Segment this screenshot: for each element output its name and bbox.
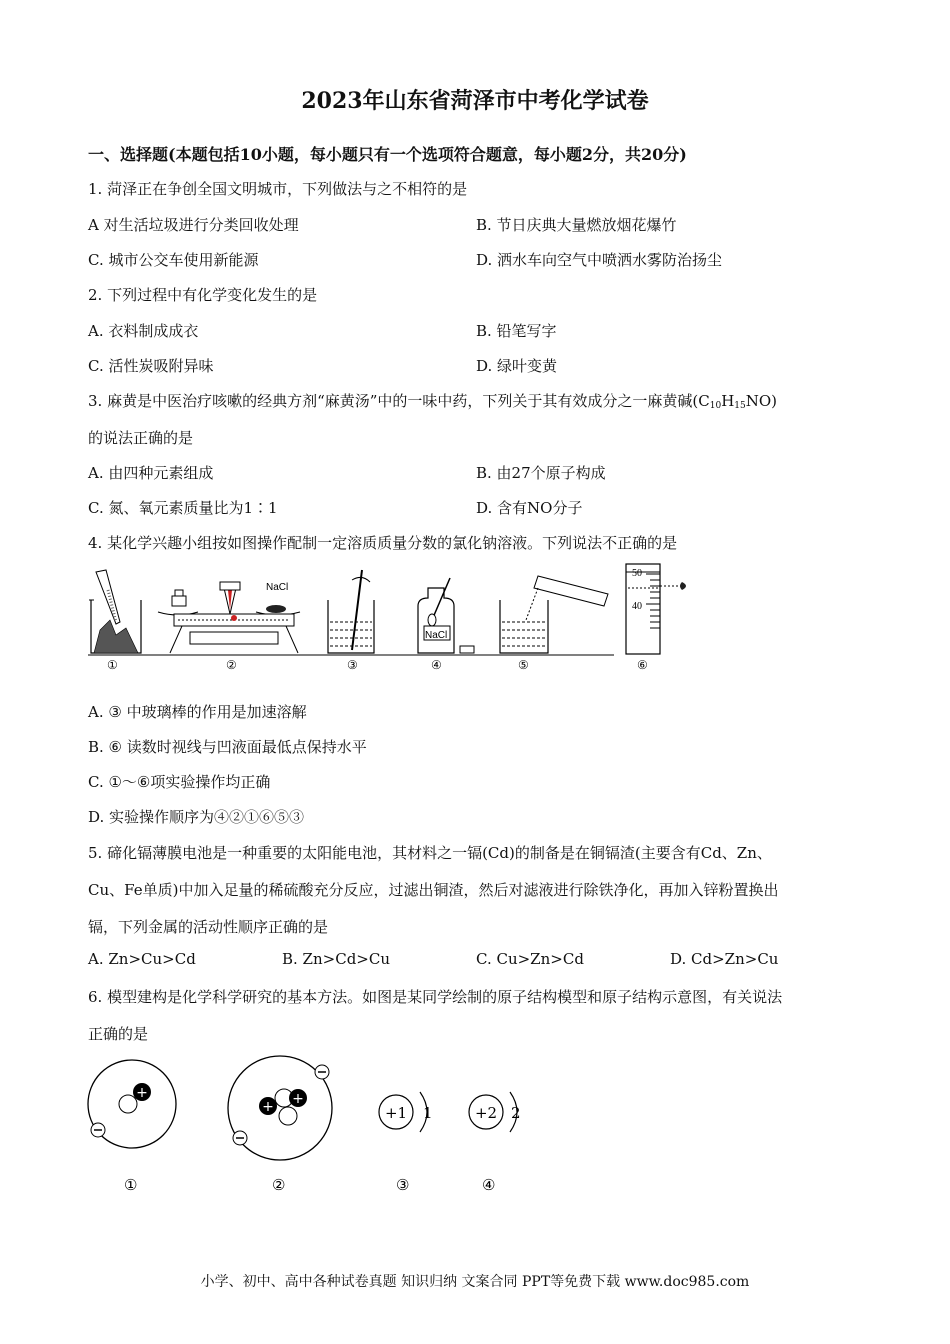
fig4-label-2: ② [226, 658, 237, 672]
q3-option-b: B. 由27个原子构成 [476, 464, 606, 482]
q5-option-a: A. Zn>Cu>Cd [88, 950, 196, 968]
atom-model-1 [88, 1060, 176, 1148]
nacl-label-balance: NaCl [266, 582, 289, 593]
fig6-label-4: ④ [482, 1176, 496, 1194]
pouring-water-icon [500, 576, 608, 653]
section-title: 一、选择题(本题包括10小题，每小题只有一个选项符合题意，每小题2分，共20分) [88, 145, 687, 164]
q5-option-d: D. Cd>Zn>Cu [670, 950, 779, 968]
q3-stem-post: NO) [745, 392, 778, 410]
fig4-label-6: ⑥ [637, 658, 648, 672]
q3-stem-line2: 的说法正确的是 [88, 429, 194, 447]
q3-sub-c: 10 [709, 401, 722, 411]
page-title: 2023年山东省菏泽市中考化学试卷 [301, 88, 649, 114]
q1-option-a: A 对生活垃圾进行分类回收处理 [88, 216, 299, 234]
nucleus-4: +2 [474, 1104, 498, 1122]
electron-count-3: 1 [423, 1104, 433, 1122]
cylinder-mark-50: 50 [632, 568, 642, 579]
q1-option-c: C. 城市公交车使用新能源 [88, 251, 259, 269]
q4-option-c: C. ①～⑥项实验操作均正确 [88, 773, 271, 791]
q4-option-a: A. ③ 中玻璃棒的作用是加速溶解 [88, 703, 307, 721]
q4-option-d: D. 实验操作顺序为④②①⑥⑤③ [88, 808, 305, 826]
q3-option-d: D. 含有NO分子 [476, 499, 583, 517]
beaker-stirring-icon [328, 570, 374, 653]
fig6-label-1: ① [124, 1176, 138, 1194]
q5-line1: 5. 碲化镉薄膜电池是一种重要的太阳能电池，其材料之一镉(Cd)的制备是在铜镉渣(主要含有Cd、Zn、 [88, 844, 772, 862]
q6-line1: 6. 模型建构是化学科学研究的基本方法。如图是某同学绘制的原子结构模型和原子结构示意图，有关说法 [88, 988, 783, 1006]
q5-option-c: C. Cu>Zn>Cd [476, 950, 584, 968]
fig4-label-1: ① [107, 658, 118, 672]
q5-line3: 镉，下列金属的活动性顺序正确的是 [88, 918, 329, 936]
q5-option-b: B. Zn>Cd>Cu [282, 950, 390, 968]
q2-option-b: B. 铅笔写字 [476, 322, 557, 340]
page-footer: 小学、初中、高中各种试卷真题 知识归纳 文案合同 PPT等免费下载 www.doc985.com [200, 1274, 750, 1290]
q6-atom-models-figure [84, 1052, 544, 1202]
atom-model-2 [228, 1056, 332, 1160]
reagent-bottle-icon [418, 578, 474, 653]
electron-count-4: 2 [511, 1104, 521, 1122]
q3-h: H [721, 392, 735, 410]
proton-sign: + [292, 1091, 304, 1107]
q2-option-a: A. 衣料制成成衣 [88, 322, 199, 340]
nucleus-3: +1 [384, 1104, 408, 1122]
q3-option-a: A. 由四种元素组成 [88, 464, 214, 482]
proton-sign: + [136, 1085, 148, 1101]
proton-sign: + [262, 1099, 274, 1115]
q2-option-d: D. 绿叶变黄 [476, 357, 558, 375]
fig4-label-4: ④ [431, 658, 442, 672]
q5-line2: Cu、Fe单质)中加入足量的稀硫酸充分反应，过滤出铜渣，然后对滤液进行除铁净化，再加入锌粉置换出 [88, 881, 779, 899]
q1-option-b: B. 节日庆典大量燃放烟花爆竹 [476, 216, 677, 234]
fig6-label-2: ② [272, 1176, 286, 1194]
q2-stem: 2. 下列过程中有化学变化发生的是 [88, 286, 318, 304]
q1-option-d: D. 洒水车向空气中喷洒水雾防治扬尘 [476, 251, 723, 269]
q3-option-c: C. 氮、氧元素质量比为1∶1 [88, 499, 278, 517]
q3-stem-pre: 3. 麻黄是中医治疗咳嗽的经典方剂“麻黄汤”中的一味中药，下列关于其有效成分之一麻黄碱(C [88, 392, 710, 410]
q1-stem: 1. 菏泽正在争创全国文明城市，下列做法与之不相符的是 [88, 180, 468, 198]
q3-sub-h: 15 [734, 401, 746, 411]
nacl-label-bottle: NaCl [425, 630, 448, 641]
q4-experiment-figure [86, 560, 706, 672]
q4-option-b: B. ⑥ 读数时视线与凹液面最低点保持水平 [88, 738, 367, 756]
fig4-label-5: ⑤ [518, 658, 529, 672]
q3-stem [88, 390, 777, 411]
weighing-paper-pour-icon [89, 570, 141, 653]
fig6-label-3: ③ [396, 1176, 410, 1194]
q2-option-c: C. 活性炭吸附异味 [88, 357, 214, 375]
cylinder-mark-40: 40 [632, 601, 642, 612]
fig4-label-3: ③ [347, 658, 358, 672]
q6-line2: 正确的是 [88, 1025, 149, 1043]
q4-stem: 4. 某化学兴趣小组按如图操作配制一定溶质质量分数的氯化钠溶液。下列说法不正确的是 [88, 534, 678, 552]
